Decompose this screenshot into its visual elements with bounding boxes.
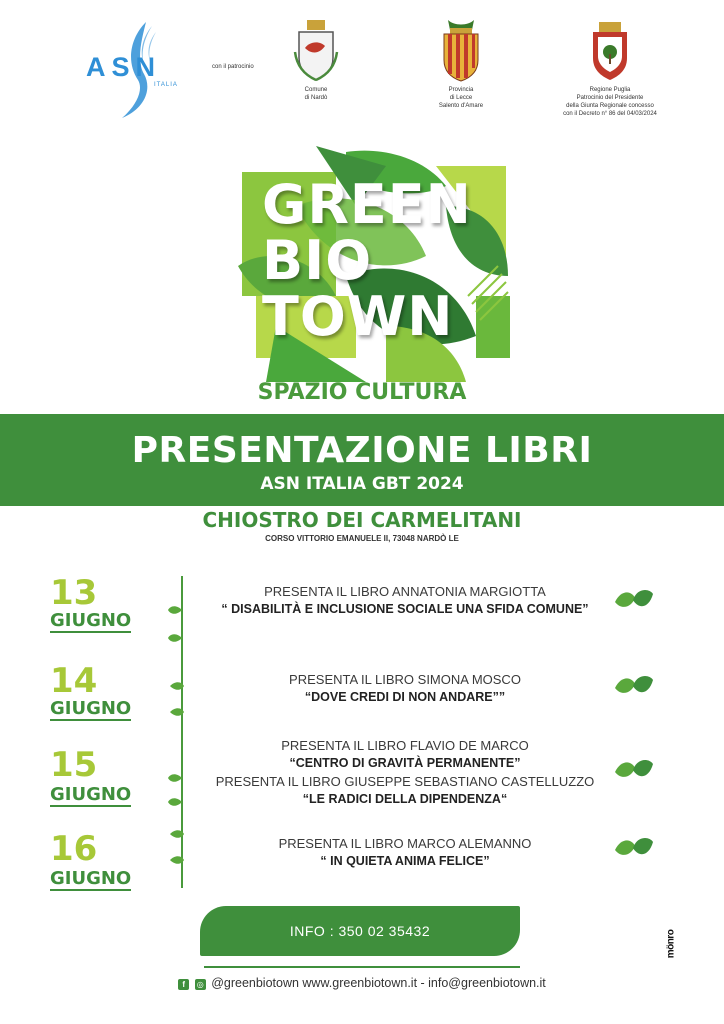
crest-lecce-line2: di Lecce	[449, 95, 473, 101]
sprig-icon	[166, 826, 186, 842]
sprig-icon	[166, 630, 186, 646]
event-book: “CENTRO DI GRAVITÀ PERMANENTE”	[289, 756, 521, 770]
event-book: “ DISABILITÀ E INCLUSIONE SOCIALE UNA SFIDA COMUNE”	[221, 602, 589, 616]
crest-nardo-line1: Comune	[304, 87, 328, 93]
crest-puglia-line3: della Giunta Regionale concesso	[566, 103, 654, 109]
event-author: PRESENTA IL LIBRO FLAVIO DE MARCO	[281, 738, 529, 753]
instagram-icon: ◎	[195, 979, 206, 990]
crest-nardo-line2: di Nardò	[304, 95, 328, 101]
crest-nardo	[286, 18, 346, 102]
footer-divider	[204, 966, 520, 968]
event-author: PRESENTA IL LIBRO GIUSEPPE SEBASTIANO CASTELLUZZO	[215, 774, 595, 789]
venue-name: CHIOSTRO DEI CARMELITANI	[202, 508, 522, 532]
event-book: “DOVE CREDI DI NON ANDARE””	[304, 690, 506, 704]
facebook-icon: f	[178, 979, 189, 990]
sprig-icon	[166, 704, 186, 720]
patrocinio-label: con il patrocinio	[212, 64, 254, 70]
asn-subtitle: ITALIA	[154, 82, 178, 88]
date-month: GIUGNO	[50, 698, 132, 719]
leaf-icon	[613, 756, 655, 786]
date-day: 16	[50, 829, 98, 869]
crest-lecce-line1: Provincia	[448, 87, 474, 93]
sprig-icon	[166, 678, 186, 694]
sprig-icon	[166, 852, 186, 868]
sprig-icon	[166, 794, 186, 810]
social-line	[0, 976, 724, 990]
asn-logo	[86, 18, 196, 122]
leaf-icon	[613, 834, 655, 864]
date-day: 15	[50, 745, 98, 785]
date-month: GIUGNO	[50, 784, 132, 805]
event-author: PRESENTA IL LIBRO SIMONA MOSCO	[289, 672, 521, 687]
crest-puglia-line1: Regione Puglia	[589, 87, 631, 93]
section-title: SPAZIO CULTURA	[257, 380, 467, 405]
asn-wordmark: ASN	[86, 52, 162, 82]
designer-credit	[664, 920, 678, 968]
sprig-icon	[166, 770, 186, 786]
lecce-crest-icon	[436, 18, 486, 82]
crest-lecce	[424, 18, 498, 110]
event-book: “ IN QUIETA ANIMA FELICE”	[320, 854, 490, 868]
crest-lecce-line3: Salento d'Amare	[438, 103, 484, 109]
leaf-icon	[613, 672, 655, 702]
banner	[0, 414, 724, 506]
social-text: @greenbiotown www.greenbiotown.it - info@greenbiotown.it	[211, 976, 546, 990]
event-author: PRESENTA IL LIBRO MARCO ALEMANNO	[278, 836, 532, 851]
venue-address: CORSO VITTORIO EMANUELE II, 73048 NARDÒ LE	[265, 534, 459, 543]
date-month: GIUGNO	[50, 868, 132, 889]
title-town: TOWN	[262, 285, 454, 348]
sprig-icon	[166, 602, 186, 618]
banner-subtitle: ASN ITALIA GBT 2024	[260, 474, 464, 494]
title-green: GREEN	[262, 173, 472, 236]
banner-title: PRESENTAZIONE LIBRI	[131, 430, 593, 471]
designer-credit-text: mönro	[665, 929, 677, 959]
puglia-crest-icon	[587, 20, 633, 82]
crest-puglia-line4: con il Decreto n° 86 del 04/03/2024	[563, 111, 657, 117]
nardo-crest-icon	[291, 18, 341, 82]
event-book: “LE RADICI DELLA DIPENDENZA“	[302, 792, 508, 806]
leaf-icon	[613, 586, 655, 616]
event-author: PRESENTA IL LIBRO ANNATONIA MARGIOTTA	[264, 584, 546, 599]
title-bio: BIO	[262, 229, 373, 292]
header	[0, 0, 724, 130]
date-day: 14	[50, 661, 98, 701]
info-phone: INFO : 350 02 35432	[200, 906, 520, 956]
date-day: 13	[50, 573, 98, 613]
date-month: GIUGNO	[50, 610, 132, 631]
crest-puglia	[548, 20, 672, 118]
crest-puglia-line2: Patrocinio del Presidente	[576, 95, 644, 101]
